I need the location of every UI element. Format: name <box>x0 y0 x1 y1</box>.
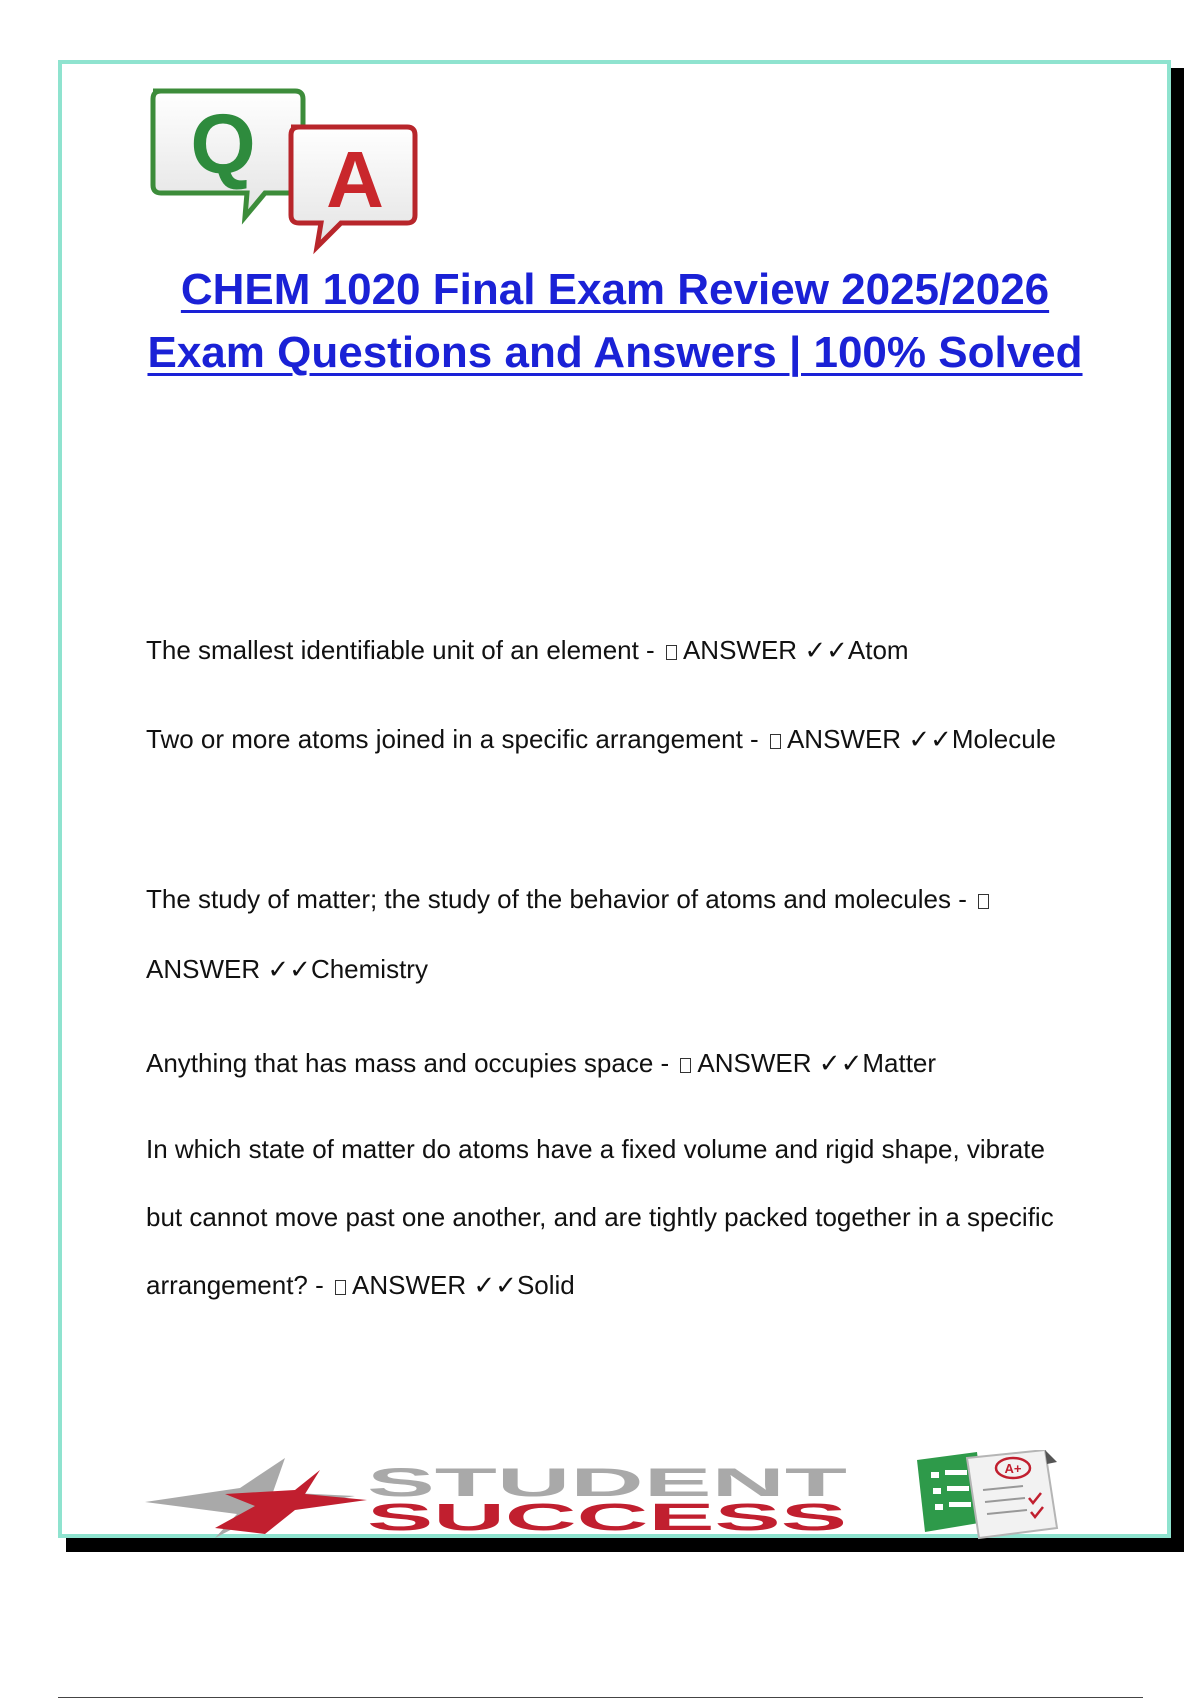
check-marks: ✓✓ <box>818 1048 863 1078</box>
answer-text: Matter <box>862 1048 937 1078</box>
missing-glyph-icon <box>770 734 781 749</box>
question-text: The smallest identifiable unit of an element - <box>146 635 655 665</box>
star-swoosh-icon <box>145 1458 367 1538</box>
qa-item <box>146 864 1086 1004</box>
answer-prefix: ANSWER <box>146 954 261 984</box>
check-marks: ✓✓ <box>908 724 952 754</box>
brand-line-1: STUDENT <box>367 1461 847 1505</box>
question-text: The study of matter; the study of the behavior of atoms and molecules - <box>146 884 967 914</box>
answer-prefix: ANSWER <box>682 635 798 665</box>
q-letter: Q <box>190 97 256 191</box>
a-bubble-icon <box>291 127 415 247</box>
qa-logo <box>145 85 445 260</box>
question-text: Anything that has mass and occupies space - <box>146 1048 670 1078</box>
answer-prefix: ANSWER <box>697 1048 812 1078</box>
answer-text: Atom <box>847 635 909 665</box>
title-link[interactable]: CHEM 1020 Final Exam Review 2025/2026 Exam Questions and Answers | 100% Solved <box>147 265 1083 377</box>
answer-prefix: ANSWER <box>786 724 902 754</box>
q-bubble-icon <box>153 91 303 217</box>
missing-glyph-icon <box>666 645 677 660</box>
answer-text: Solid <box>516 1270 575 1300</box>
a-letter: A <box>326 135 384 224</box>
missing-glyph-icon <box>335 1280 346 1295</box>
bottom-divider <box>58 1697 1143 1698</box>
qa-item <box>146 704 1086 774</box>
qa-item <box>146 1115 1086 1319</box>
missing-glyph-icon <box>680 1058 691 1073</box>
check-marks: ✓✓ <box>473 1270 517 1300</box>
brand-line-2: SUCCESS <box>367 1497 847 1539</box>
check-marks: ✓✓ <box>804 635 848 665</box>
student-success-logo <box>145 1450 1085 1540</box>
check-marks: ✓✓ <box>267 954 311 984</box>
graded-paper-icon <box>967 1450 1057 1538</box>
question-text: In which state of matter do atoms have a fixed volume and rigid shape, vibrate but cannot move past one another, and are tightly packed together in a specific arrangement? - <box>146 1134 1054 1300</box>
question-text: Two or more atoms joined in a specific arrangement - <box>146 724 759 754</box>
missing-glyph-icon <box>978 894 989 909</box>
qa-item <box>146 1028 1086 1098</box>
answer-text: Molecule <box>951 724 1056 754</box>
answer-prefix: ANSWER <box>352 1270 467 1300</box>
grade-badge: A+ <box>1004 1461 1022 1476</box>
qa-item <box>146 615 1086 685</box>
document-title <box>120 258 1110 384</box>
answer-text: Chemistry <box>310 954 428 984</box>
